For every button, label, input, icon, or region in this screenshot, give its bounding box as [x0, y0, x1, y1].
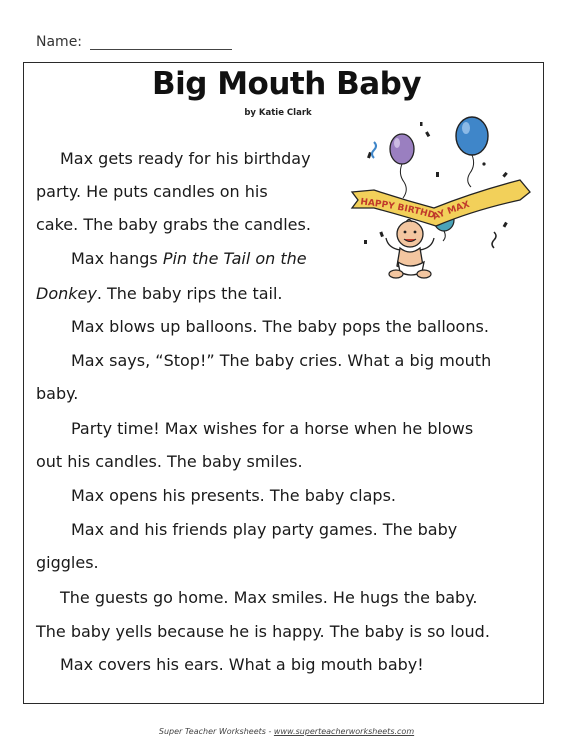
story-line: giggles. [36, 553, 99, 572]
story-line: Max covers his ears. What a big mouth baby! [60, 655, 424, 674]
story-line: Party time! Max wishes for a horse when he blows [71, 419, 474, 438]
byline: by Katie Clark [244, 108, 312, 118]
story-line: cake. The baby grabs the candles. [36, 215, 311, 234]
footer-publisher: Super Teacher Worksheets - [158, 727, 274, 736]
story-line: The baby yells because he is happy. The baby is so loud. [36, 622, 490, 641]
story-line [71, 249, 307, 268]
game-title-italic: Pin the Tail on the [162, 249, 307, 268]
banner-text: HAPPY BIRTHDAY MAX [359, 197, 472, 223]
story-line: The guests go home. Max smiles. He hugs the baby. [60, 588, 478, 607]
story-line: Max blows up balloons. The baby pops the balloons. [71, 317, 489, 336]
story-text-segment: Max hangs [71, 249, 163, 268]
page-footer [0, 727, 573, 736]
story-line: Max gets ready for his birthday [60, 149, 311, 168]
story-line [36, 284, 283, 303]
story-line: Max opens his presents. The baby claps. [71, 486, 396, 505]
name-label: Name: [36, 34, 83, 50]
story-line: Max and his friends play party games. The baby [71, 520, 458, 539]
game-title-italic: Donkey [36, 284, 97, 303]
story-line: party. He puts candles on his [36, 182, 268, 201]
story-line: Max says, “Stop!” The baby cries. What a big mouth [71, 351, 492, 370]
story-line: out his candles. The baby smiles. [36, 452, 303, 471]
footer-link[interactable]: www.superteacherworksheets.com [273, 727, 415, 736]
story-text-segment: . The baby rips the tail. [96, 284, 283, 303]
page-title: Big Mouth Baby [151, 66, 422, 102]
story-line: baby. [36, 384, 79, 403]
